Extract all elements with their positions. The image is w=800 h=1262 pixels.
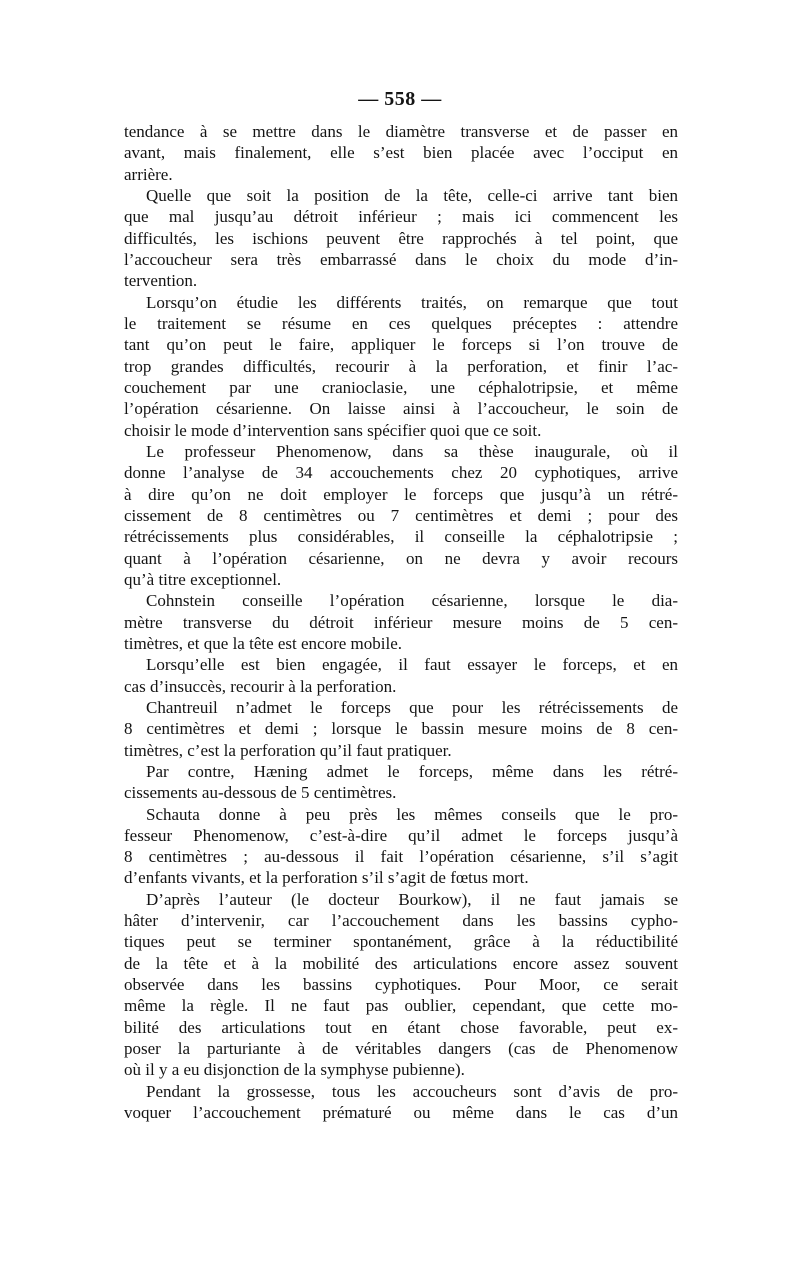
text-line: voquer l’accouchement prématuré ou même dans le cas d’un xyxy=(124,1103,678,1123)
text-line: le traitement se résume en ces quelques préceptes : attendre xyxy=(124,313,678,333)
text-line: cas d’insuccès, recourir à la perforation. xyxy=(124,676,397,696)
text-line: 8 centimètres et demi ; lorsque le bassin mesure moins de 8 cen- xyxy=(124,719,678,739)
text-line: à dire qu’on ne doit employer le forceps que jusqu’à un rétré- xyxy=(124,484,678,504)
text-line: Cohnstein conseille l’opération césarienne, lorsque le dia- xyxy=(146,591,678,611)
text-line: cissements au-dessous de 5 centimètres. xyxy=(124,783,397,803)
text-line: Lorsqu’on étudie les différents traités, on remarque que tout xyxy=(146,292,678,312)
text-line: Chantreuil n’admet le forceps que pour les rétrécissements de xyxy=(146,697,678,717)
text-line: même la règle. Il ne faut pas oublier, cependant, que cette mo- xyxy=(124,996,678,1016)
text-line: tendance à se mettre dans le diamètre transverse et de passer en xyxy=(124,122,678,141)
text-line: cissement de 8 centimètres ou 7 centimètres et demi ; pour des xyxy=(124,505,678,525)
text-line: mètre transverse du détroit inférieur mesure moins de 5 cen- xyxy=(124,612,678,632)
text-line: Le professeur Phenomenow, dans sa thèse inaugurale, où il xyxy=(146,441,678,461)
text-line: où il y a eu disjonction de la symphyse pubienne). xyxy=(124,1060,465,1080)
text-line: l’opération césarienne. On laisse ainsi à l’accoucheur, le soin de xyxy=(124,399,678,419)
text-line: choisir le mode d’intervention sans spécifier quoi que ce soit. xyxy=(124,420,542,440)
text-line: avant, mais finalement, elle s’est bien placée avec l’occiput en xyxy=(124,143,678,163)
text-line: timètres, c’est la perforation qu’il faut pratiquer. xyxy=(124,740,452,760)
text-line: qu’à titre exceptionnel. xyxy=(124,569,282,589)
text-line: Pendant la grossesse, tous les accoucheurs sont d’avis de pro- xyxy=(146,1081,678,1101)
text-line: tervention. xyxy=(124,271,198,291)
text-line: observée dans les bassins cyphotiques. Pour Moor, ce serait xyxy=(124,975,678,995)
text-line: couchement par une cranioclasie, une céphalotripsie, et même xyxy=(124,377,678,397)
text-line: hâter d’intervenir, car l’accouchement dans les bassins cypho- xyxy=(124,911,678,931)
text-line: difficultés, les ischions peuvent être rapprochés à tel point, que xyxy=(124,228,678,248)
text-line: que mal jusqu’au détroit inférieur ; mais ici commencent les xyxy=(124,207,678,227)
page-number: — 558 — xyxy=(358,88,442,110)
text-line: Schauta donne à peu près les mêmes conseils que le pro- xyxy=(146,804,678,824)
text-line: rétrécissements plus considérables, il conseille la céphalotripsie ; xyxy=(124,527,678,547)
text-line: timètres, et que la tête est encore mobile. xyxy=(124,633,403,653)
text-line: poser la parturiante à de véritables dangers (cas de Phenomenow xyxy=(124,1039,678,1059)
text-line: Par contre, Hæning admet le forceps, même dans les rétré- xyxy=(146,761,678,781)
text-line: arrière. xyxy=(124,164,173,184)
text-line: Quelle que soit la position de la tête, celle-ci arrive tant bien xyxy=(146,185,678,205)
text-line: tant qu’on peut le faire, appliquer le forceps si l’on trouve de xyxy=(124,335,678,355)
text-line: Lorsqu’elle est bien engagée, il faut essayer le forceps, et en xyxy=(146,655,678,675)
text-line: D’après l’auteur (le docteur Bourkow), il ne faut jamais se xyxy=(146,889,678,909)
text-line: d’enfants vivants, et la perforation s’il s’agit de fœtus mort. xyxy=(124,868,529,888)
body-text xyxy=(124,121,678,1123)
text-line: donne l’analyse de 34 accouchements chez 20 cyphotiques, arrive xyxy=(124,463,678,483)
text-line: de la tête et à la mobilité des articulations encore assez souvent xyxy=(124,953,678,973)
text-line: l’accoucheur sera très embarrassé dans le choix du mode d’in- xyxy=(124,249,678,269)
text-line: fesseur Phenomenow, c’est-à-dire qu’il admet le forceps jusqu’à xyxy=(124,825,678,845)
text-line: tiques peut se terminer spontanément, grâce à la réductibilité xyxy=(124,932,678,952)
text-line: quant à l’opération césarienne, on ne devra y avoir recours xyxy=(124,548,678,568)
text-line: trop grandes difficultés, recourir à la perforation, et finir l’ac- xyxy=(124,356,678,376)
text-line: 8 centimètres ; au-dessous il fait l’opération césarienne, s’il s’agit xyxy=(124,847,678,867)
text-line: bilité des articulations tout en étant chose favorable, peut ex- xyxy=(124,1017,678,1037)
